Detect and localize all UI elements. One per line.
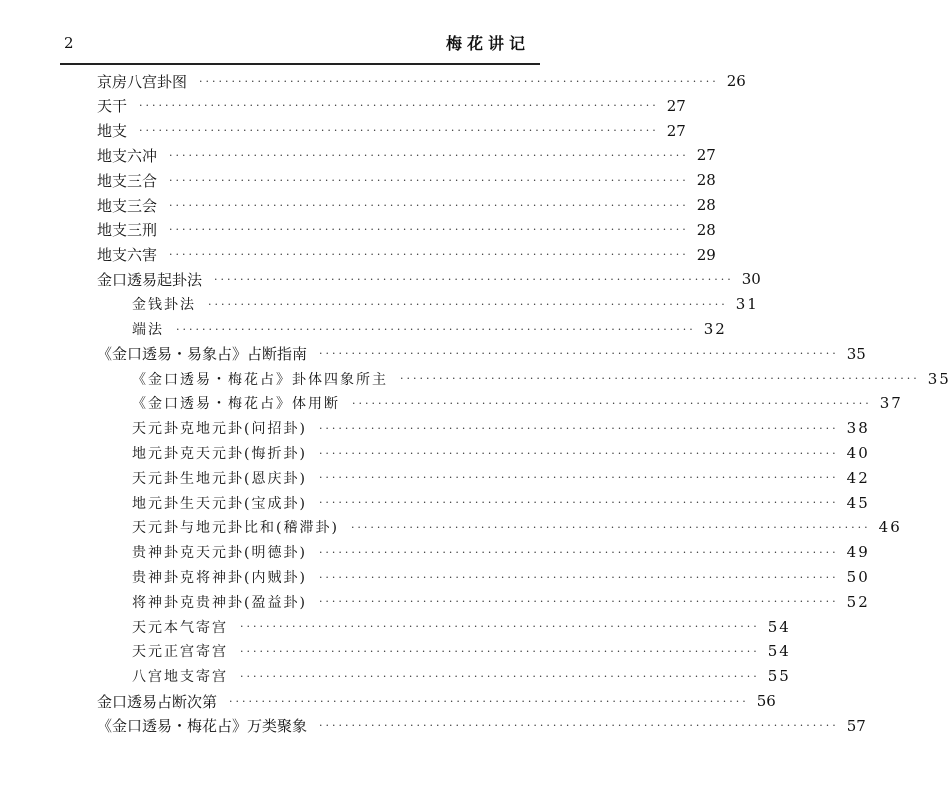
toc-entry[interactable] (0, 193, 716, 217)
toc-entry-page: 28 (696, 171, 716, 190)
dot-leader: ················································································ (318, 496, 839, 510)
page-number: 2 (64, 34, 74, 52)
toc-entry-page: 27 (696, 146, 716, 165)
toc-entry-page: 37 (879, 394, 903, 413)
toc-entry-page: 27 (666, 121, 686, 140)
dot-leader: ················································································ (318, 545, 839, 559)
toc-entry-title: 地支三合 (97, 171, 158, 190)
toc-entry[interactable] (0, 639, 791, 663)
dot-leader: ················································································ (352, 396, 872, 410)
toc-entry[interactable] (0, 243, 716, 267)
toc-entry-page: 57 (846, 716, 866, 735)
toc-entry[interactable] (0, 615, 791, 639)
dot-leader: ················································································ (199, 74, 719, 88)
toc-entry-page: 35 (846, 344, 866, 363)
dot-leader: ················································································ (318, 570, 839, 584)
toc-entry[interactable] (0, 515, 902, 539)
toc-entry-page: 40 (846, 444, 870, 462)
toc-entry[interactable] (0, 664, 791, 688)
toc-entry[interactable] (0, 491, 870, 515)
toc-entry-page: 28 (696, 196, 716, 214)
toc-entry-title: 天元本气寄宫 (132, 619, 228, 636)
toc-entry[interactable] (0, 143, 716, 167)
toc-entry[interactable] (0, 565, 870, 589)
toc-entry-page: 28 (696, 220, 716, 239)
dot-leader: ················································································ (318, 446, 839, 460)
toc-entry-page: 32 (703, 320, 727, 338)
toc-entry[interactable] (0, 267, 761, 291)
toc-entry-title: 地支三刑 (97, 221, 158, 240)
toc-entry-title: 地支 (97, 122, 128, 141)
dot-leader: ················································································ (169, 198, 689, 212)
toc-entry[interactable] (0, 292, 759, 316)
toc-entry-page: 50 (846, 568, 870, 586)
toc-entry-title: 将神卦克贵神卦(盈益卦) (132, 594, 307, 611)
toc-entry[interactable] (0, 119, 686, 143)
toc-entry-title: 《金口透易・易象占》占断指南 (97, 345, 308, 364)
dot-leader: ················································································ (240, 620, 760, 634)
dot-leader: ················································································ (318, 595, 839, 609)
toc-entry-page: 54 (767, 642, 791, 661)
toc-entry[interactable] (0, 168, 716, 192)
toc-entry-title: 金口透易占断次第 (97, 692, 218, 711)
toc-entry-title: 金口透易起卦法 (97, 270, 203, 289)
toc-entry[interactable] (0, 367, 951, 391)
toc-entry-title: 金钱卦法 (132, 297, 196, 314)
dot-leader: ················································································ (208, 297, 728, 311)
toc-entry[interactable] (0, 416, 870, 440)
toc-entry-title: 天元卦克地元卦(问招卦) (132, 421, 307, 438)
toc-entry-title: 地支三会 (97, 196, 158, 215)
toc-entry-title: 地支六害 (97, 246, 158, 265)
toc-entry-page: 56 (756, 692, 776, 710)
dot-leader: ················································································ (139, 99, 659, 113)
toc-entry[interactable] (0, 218, 716, 242)
running-header-title: 梅花讲记 (445, 34, 530, 53)
dot-leader: ················································································ (169, 223, 689, 237)
toc-entry[interactable] (0, 69, 746, 93)
toc-entry-page: 38 (846, 419, 870, 438)
toc-entry-title: 天元卦生地元卦(恩庆卦) (132, 470, 307, 487)
toc-entry-title: 贵神卦克天元卦(明德卦) (132, 545, 307, 562)
toc-entry-title: 京房八宫卦图 (97, 72, 188, 91)
toc-entry-page: 49 (846, 543, 870, 562)
toc-entry-page: 52 (846, 592, 870, 611)
toc-entry-title: 《金口透易・梅花占》体用断 (132, 396, 340, 413)
toc-entry-title: 地支六冲 (97, 146, 158, 165)
toc-entry-page: 31 (735, 295, 759, 314)
dot-leader: ················································································ (319, 719, 839, 733)
dot-leader: ················································································ (169, 148, 689, 162)
toc-entry-title: 《金口透易・梅花占》万类聚象 (97, 717, 308, 736)
toc-entry[interactable] (0, 94, 686, 118)
dot-leader: ················································································ (169, 248, 689, 262)
toc-entry[interactable] (0, 540, 870, 564)
toc-entry[interactable] (0, 689, 776, 713)
toc-entry-title: 端法 (132, 322, 164, 338)
toc-entry-page: 29 (696, 245, 716, 264)
toc-entry-title: 天干 (97, 97, 128, 116)
dot-leader: ················································································ (139, 124, 659, 138)
toc-entry-title: 地元卦生天元卦(宝成卦) (132, 495, 307, 512)
toc-entry-title: 天元卦与地元卦比和(稽滞卦) (132, 520, 339, 537)
toc-entry[interactable] (0, 342, 866, 366)
toc-entry-page: 54 (767, 617, 791, 636)
toc-entry-title: 八宫地支寄宫 (132, 669, 228, 686)
dot-leader: ················································································ (318, 421, 839, 435)
toc-entry-page: 35 (927, 369, 951, 388)
dot-leader: ················································································ (350, 520, 871, 534)
toc-entry-page: 46 (878, 518, 902, 537)
toc-entry-page: 45 (846, 493, 870, 512)
toc-entry-title: 地元卦克天元卦(悔折卦) (132, 446, 307, 462)
toc-entry[interactable] (0, 714, 866, 738)
toc-entry-title: 《金口透易・梅花占》卦体四象所主 (132, 371, 388, 388)
header-rule (60, 63, 540, 65)
dot-leader: ················································································ (240, 644, 760, 658)
toc-entry[interactable] (0, 391, 903, 415)
toc-entry[interactable] (0, 466, 870, 490)
dot-leader: ················································································ (214, 272, 734, 286)
toc-entry[interactable] (0, 590, 870, 614)
dot-leader: ················································································ (319, 347, 839, 361)
toc-entry-page: 55 (767, 667, 791, 686)
toc-entry-page: 42 (846, 468, 870, 487)
dot-leader: ················································································ (176, 322, 696, 336)
toc-entry-page: 30 (741, 270, 761, 289)
toc-entry[interactable] (0, 317, 727, 341)
dot-leader: ················································································ (229, 694, 749, 708)
toc-entry-title: 贵神卦克将神卦(内贼卦) (132, 570, 307, 586)
dot-leader: ················································································ (400, 372, 920, 386)
dot-leader: ················································································ (318, 471, 839, 485)
dot-leader: ················································································ (169, 173, 689, 187)
toc-entry[interactable] (0, 441, 870, 465)
toc-entry-title: 天元正宫寄宫 (132, 644, 228, 661)
toc-entry-page: 27 (666, 96, 686, 115)
dot-leader: ················································································ (240, 669, 760, 683)
toc-entry-page: 26 (726, 72, 746, 90)
